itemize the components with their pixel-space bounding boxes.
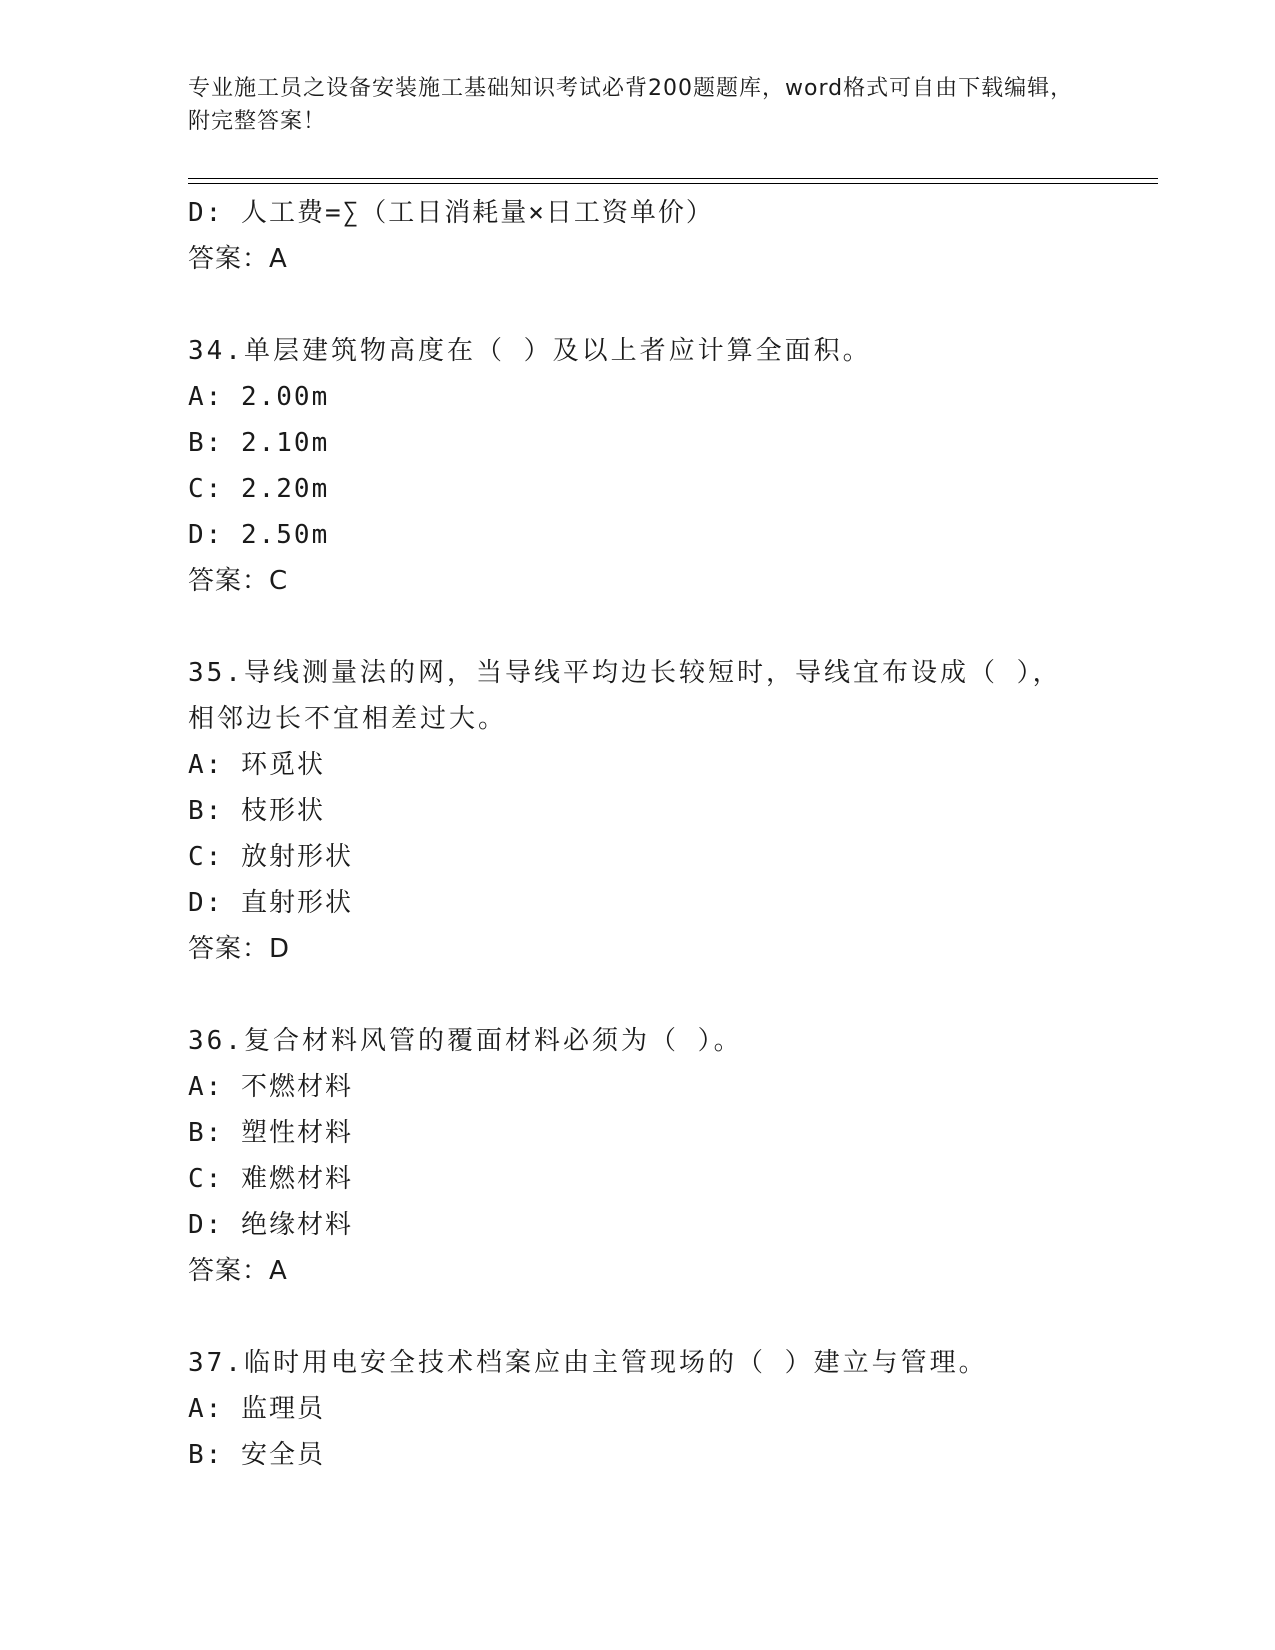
question-37 <box>188 1340 1088 1478</box>
previous-option-d: D: 人工费=∑（工日消耗量×日工资单价） <box>188 198 714 228</box>
option-b: B: 塑性材料 <box>188 1118 353 1148</box>
question-title: 37.临时用电安全技术档案应由主管现场的（ ）建立与管理。 <box>188 1348 988 1378</box>
option-c: C: 放射形状 <box>188 842 353 872</box>
option-d: D: 绝缘材料 <box>188 1210 353 1240</box>
header-divider-bottom <box>188 183 1158 184</box>
option-c: C: 难燃材料 <box>188 1164 353 1194</box>
document-header: 专业施工员之设备安装施工基础知识考试必背200题题库，word格式可自由下载编辑，附完整答案！ <box>188 76 1074 134</box>
answer: 答案：C <box>188 566 289 596</box>
question-35 <box>188 650 1088 972</box>
option-a: A: 监理员 <box>188 1394 325 1424</box>
header-divider-top <box>188 178 1158 179</box>
option-d: D: 直射形状 <box>188 888 353 918</box>
question-36 <box>188 1018 1088 1294</box>
question-list <box>188 190 1088 1478</box>
question-34 <box>188 328 1088 604</box>
option-b: B: 枝形状 <box>188 796 325 826</box>
question-title: 36.复合材料风管的覆面材料必须为（ ）。 <box>188 1026 743 1056</box>
option-b: B: 安全员 <box>188 1440 325 1470</box>
option-b: B: 2.10m <box>188 428 330 458</box>
option-a: A: 2.00m <box>188 382 330 412</box>
option-c: C: 2.20m <box>188 474 330 504</box>
answer: 答案：A <box>188 1256 288 1286</box>
previous-answer: 答案：A <box>188 244 288 274</box>
option-a: A: 环觅状 <box>188 750 325 780</box>
option-d: D: 2.50m <box>188 520 330 550</box>
answer: 答案：D <box>188 934 291 964</box>
question-title: 35.导线测量法的网，当导线平均边长较短时，导线宜布设成（ ），相邻边长不宜相差过大。 <box>188 658 1062 734</box>
option-a: A: 不燃材料 <box>188 1072 353 1102</box>
question-title: 34.单层建筑物高度在（ ）及以上者应计算全面积。 <box>188 336 872 366</box>
